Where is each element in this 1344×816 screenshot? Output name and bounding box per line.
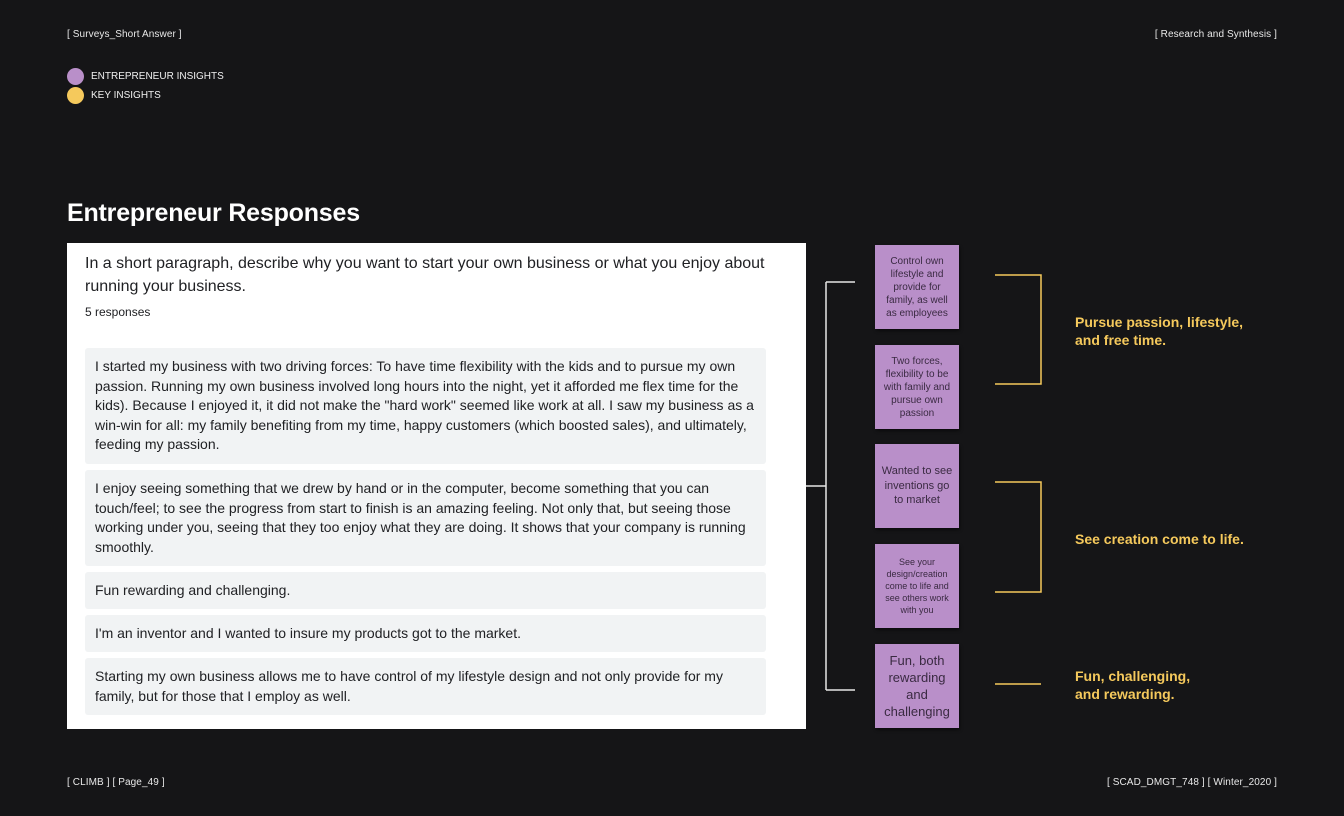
key-insight: See creation come to life. <box>1075 531 1244 547</box>
response-item: Fun rewarding and challenging. <box>85 572 766 609</box>
response-item: I enjoy seeing something that we drew by hand or in the computer, become something that you can touch/feel; to see the progress from start to finish is an amazing feeling. Not only that, but seeing those working under you, seeing that they too enjoy what they are doing. It shows that your company is running smoothly. <box>85 470 766 566</box>
footer-right-label: [ SCAD_DMGT_748 ] [ Winter_2020 ] <box>1106 777 1277 788</box>
sticky-note: See your design/creation come to life and see others work with you <box>875 544 959 628</box>
sticky-note: Wanted to see inventions go to market <box>875 444 959 528</box>
survey-question: In a short paragraph, describe why you want to start your own business or what you enjoy about running your business. <box>85 255 765 295</box>
response-item: Starting my own business allows me to have control of my lifestyle design and not only provide for my family, but for those that I employ as well. <box>85 658 766 715</box>
page-title: Entrepreneur Responses <box>67 199 360 227</box>
header-right-label: [ Research and Synthesis ] <box>1154 29 1277 40</box>
key-insight: Pursue passion, lifestyle, and free time. <box>1075 314 1244 348</box>
legend-label: KEY INSIGHTS <box>91 90 161 101</box>
legend-label: ENTREPRENEUR INSIGHTS <box>91 71 224 82</box>
header-left-label: [ Surveys_Short Answer ] <box>67 29 182 40</box>
sticky-note: Two forces, flexibility to be with family and pursue own passion <box>875 345 959 429</box>
response-item: I'm an inventor and I wanted to insure my products got to the market. <box>85 615 766 652</box>
key-insight: Fun, challenging, and rewarding. <box>1075 668 1191 702</box>
footer-left-label: [ CLIMB ] [ Page_49 ] <box>67 777 165 788</box>
response-count: 5 responses <box>85 305 151 319</box>
sticky-note: Control own lifestyle and provide for family, as well as employees <box>875 245 959 329</box>
sticky-note: Fun, both rewarding and challenging <box>875 644 959 728</box>
response-item: I started my business with two driving forces: To have time flexibility with the kids and to pursue my own passion. Running my own business involved long hours into the night, yet it afforded me flex time for the kids). Because I enjoyed it, it did not make the "hard work" seemed like work at all. I saw my business as a win-win for all: my family benefiting from my time, happy customers (which boosted sales), and ultimately, feeding my passion. <box>85 348 766 464</box>
